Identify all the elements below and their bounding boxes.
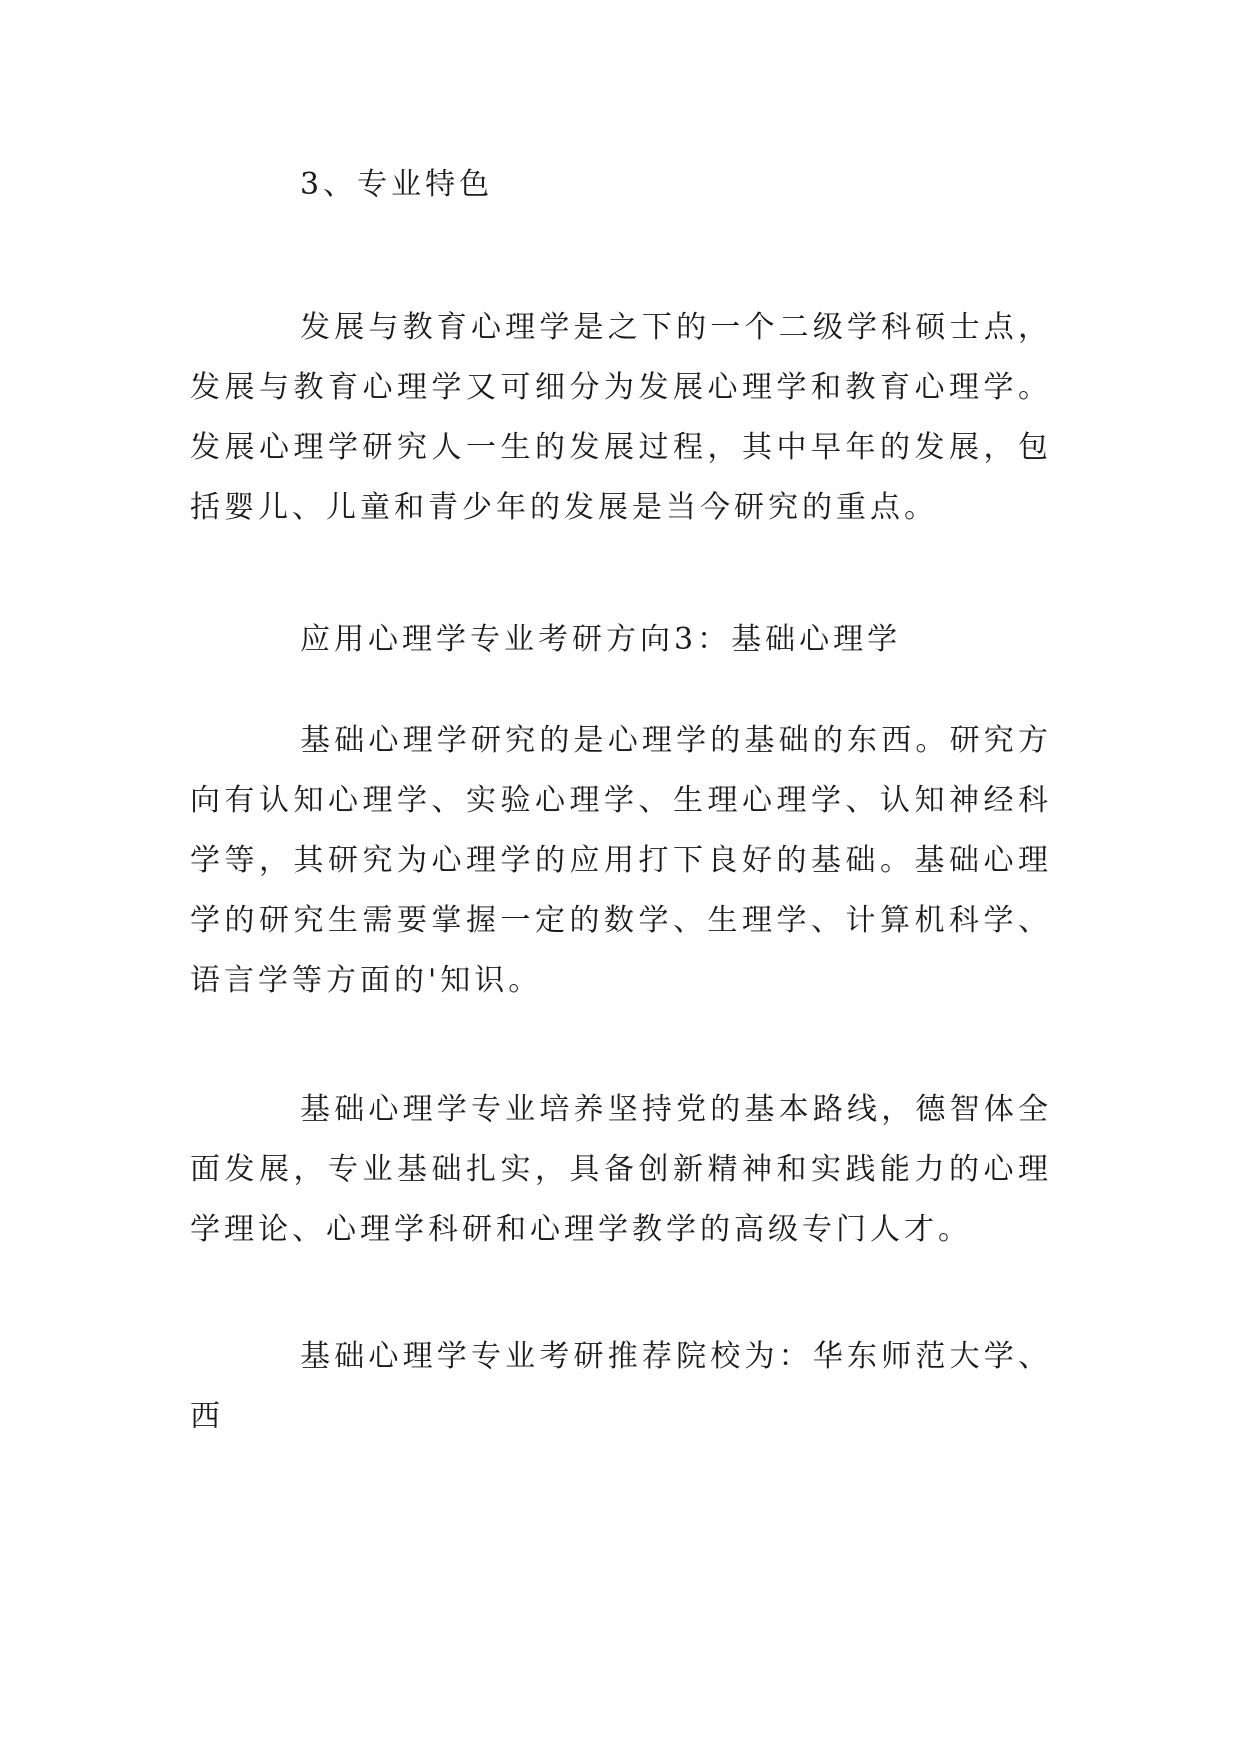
section-heading: 3、专业特色 — [300, 167, 494, 202]
direction-heading: 应用心理学专业考研方向3：基础心理学 — [300, 622, 902, 657]
paragraph-training-goal: 基础心理学专业培养坚持党的基本路线，德智体全面发展，专业基础扎实，具备创新精神和实践能力的心理学理论、心理学科研和心理学教学的高级专门人才。 — [190, 1092, 1052, 1247]
paragraph-development-education: 发展与教育心理学是之下的一个二级学科硕士点，发展与教育心理学又可细分为发展心理学和教育心理学。发展心理学研究人一生的发展过程，其中早年的发展，包括婴儿、儿童和青少年的发展是当今研究的重点。 — [190, 310, 1052, 525]
paragraph-basic-psychology: 基础心理学研究的是心理学的基础的东西。研究方向有认知心理学、实验心理学、生理心理学、认知神经科学等，其研究为心理学的应用打下良好的基础。基础心理学的研究生需要掌握一定的数学、生理学、计算机科学、语言学等方面的'知识。 — [190, 723, 1052, 998]
paragraph-recommended-schools: 基础心理学专业考研推荐院校为：华东师范大学、西 — [190, 1339, 1052, 1434]
